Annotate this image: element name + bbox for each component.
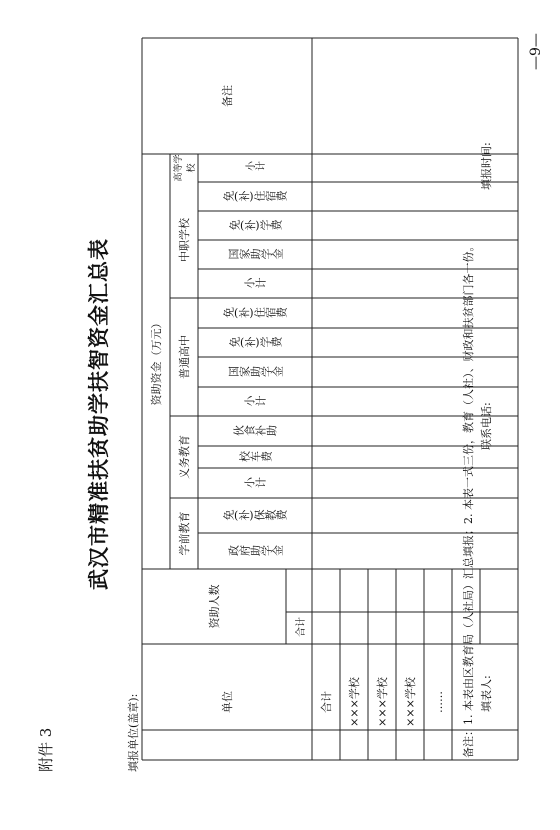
header-high-school: 普通高中 (178, 335, 191, 379)
phone-label: 联系电话: (480, 402, 493, 450)
fill-time-label: 填报时间: (480, 142, 493, 190)
header-high-subtotal: 小计 (244, 395, 266, 408)
header-college-subtotal: 小计 (245, 162, 265, 174)
page-number: —9— (528, 33, 544, 70)
header-high-national-aid: 国家助学金 (227, 365, 283, 379)
header-compulsory: 义务教育 (178, 435, 191, 479)
header-voc-tuition: 免(补)学费 (228, 219, 282, 232)
filler-unit-label: 填报单位(盖章): (127, 693, 140, 772)
table-row: ×××学校 (404, 677, 417, 727)
table-row: …… (431, 691, 445, 713)
header-preschool-fee: 免(补)保教费 (223, 509, 287, 522)
header-living-subsidy: 伙食补助 (233, 424, 277, 438)
attachment-label: 附件 3 (37, 727, 55, 772)
header-unit: 单位 (221, 691, 234, 713)
header-high-tuition: 免(补)学费 (228, 336, 282, 349)
header-high-lodging: 免(补)住宿费 (223, 306, 287, 320)
header-college: 高等学校 (174, 154, 197, 182)
header-voc-subtotal: 小计 (244, 277, 266, 290)
table-row: 合计 (320, 691, 333, 713)
filler-label: 填表人: (480, 675, 493, 712)
table-row: ×××学校 (348, 677, 361, 727)
table-row: ×××学校 (376, 677, 389, 727)
header-boarding-subsidy: 校车费 (238, 450, 272, 464)
header-students: 资助人数 (208, 584, 221, 629)
header-voc-lodging: 免(补)住宿费 (223, 190, 287, 203)
header-total: 合计 (295, 617, 307, 637)
page-title: 武汉市精准扶贫助学扶智资金汇总表 (86, 238, 111, 590)
header-remark: 备注 (221, 85, 234, 107)
table-notes: 备注：1. 本表由区教育局（人社局）汇总填报；2. 本表一式三份，教育（人社）、财政和扶贫部门各一份。 (462, 240, 475, 758)
header-vocational: 中职学校 (178, 218, 191, 262)
header-voc-national-aid: 国家助学金 (227, 248, 283, 261)
header-compulsory-subtotal: 小计 (244, 476, 266, 490)
header-funds: 资助资金（万元） (150, 317, 163, 406)
header-preschool: 学前教育 (178, 511, 191, 556)
header-gov-aid: 政府助学金 (227, 544, 283, 558)
